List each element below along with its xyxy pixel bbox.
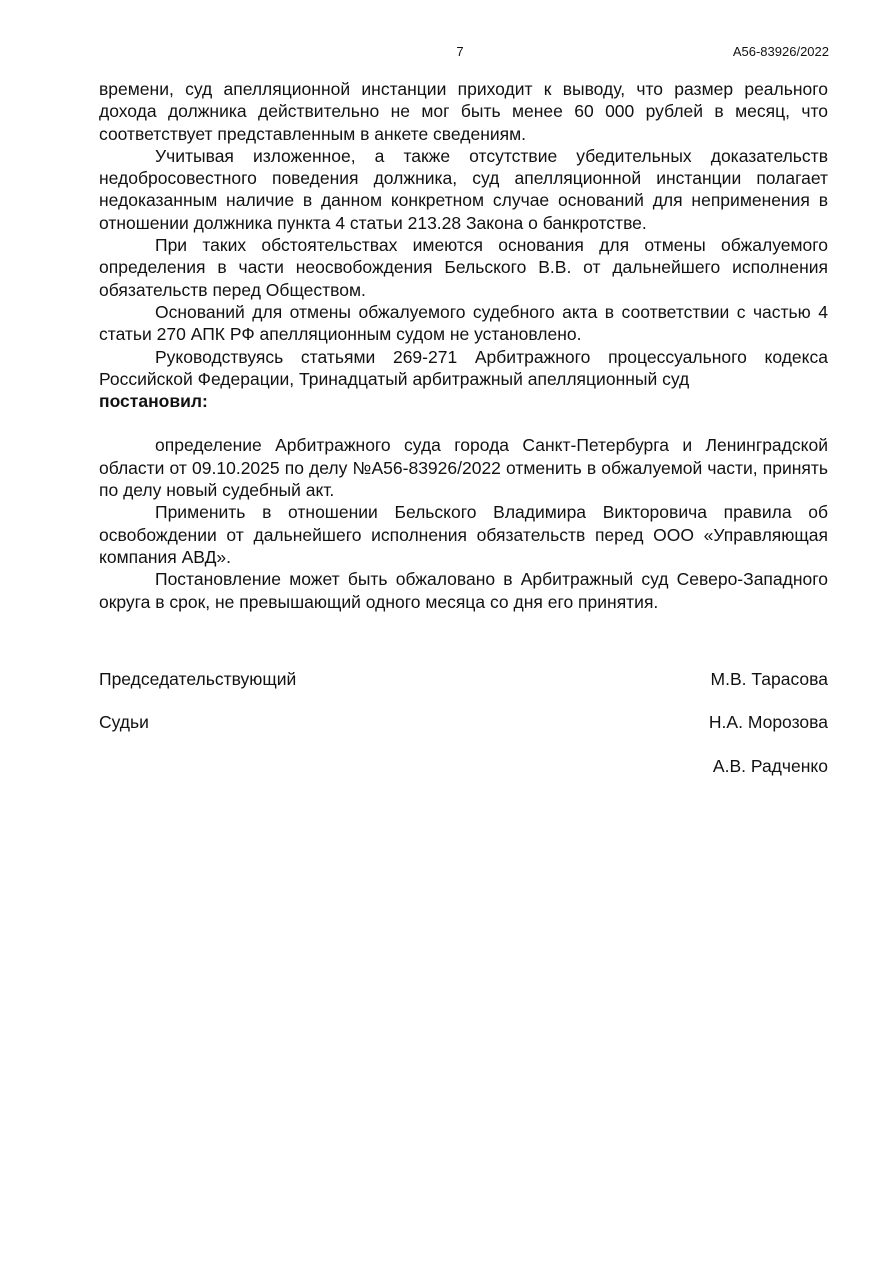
- paragraph-legal-basis: Руководствуясь статьями 269-271 Арбитражного процессуального кодекса Российской Федерации, Тринадцатый арбитражный апелляционный суд: [99, 346, 828, 389]
- page-number: 7: [456, 44, 464, 59]
- ruling-heading: постановил:: [99, 391, 208, 412]
- paragraph-grounds: При таких обстоятельствах имеются основания для отмены обжалуемого определения в части неосвобождения Бельского В.В. от дальнейшего исполнения обязательств перед Обществом.: [99, 235, 828, 300]
- document-body: [99, 78, 828, 613]
- paragraph-no-grounds: Оснований для отмены обжалуемого судебного акта в соответствии с частью 4 статьи 270 АПК РФ апелляционным судом не установлено.: [99, 301, 828, 345]
- judges-label: Судьи: [99, 712, 149, 732]
- paragraph-continuation: времени, суд апелляционной инстанции приходит к выводу, что размер реального дохода должника действительно не мог быть менее 60 000 рублей в месяц, что соответствует представленным в анкете сведениям.: [99, 79, 828, 144]
- judge-name-2: А.В. Радченко: [712, 756, 828, 776]
- paragraph-ruling: определение Арбитражного суда города Санкт-Петербурга и Ленинградской области от 09.10.2025 по делу №А56-83926/2022 отменить в обжалуемой части, принять по делу новый судебный акт.: [99, 435, 828, 501]
- presiding-label: Председательствующий: [99, 669, 297, 689]
- paragraph-release: Применить в отношении Бельского Владимира Викторовича правила об освобождении от дальнейшего исполнения обязательств перед ООО «Управляющая компания АВД».: [99, 502, 828, 567]
- signature-judges: [99, 712, 828, 733]
- signature-judge-2: [99, 756, 828, 777]
- signature-presiding: [99, 669, 828, 690]
- paragraph-reasoning: Учитывая изложенное, а также отсутствие убедительных доказательств недобросовестного поведения должника, суд апелляционной инстанции полагает недоказанным наличие в данном конкретном случае оснований для неприменения в отношении должника пункта 4 статьи 213.28 Закона о банкротстве.: [99, 145, 828, 233]
- case-number: А56-83926/2022: [732, 44, 829, 59]
- presiding-name: М.В. Тарасова: [710, 669, 828, 689]
- judge-name-1: Н.А. Морозова: [708, 712, 828, 732]
- paragraph-appeal: Постановление может быть обжаловано в Арбитражный суд Северо-Западного округа в срок, не превышающий одного месяца со дня его принятия.: [99, 569, 828, 612]
